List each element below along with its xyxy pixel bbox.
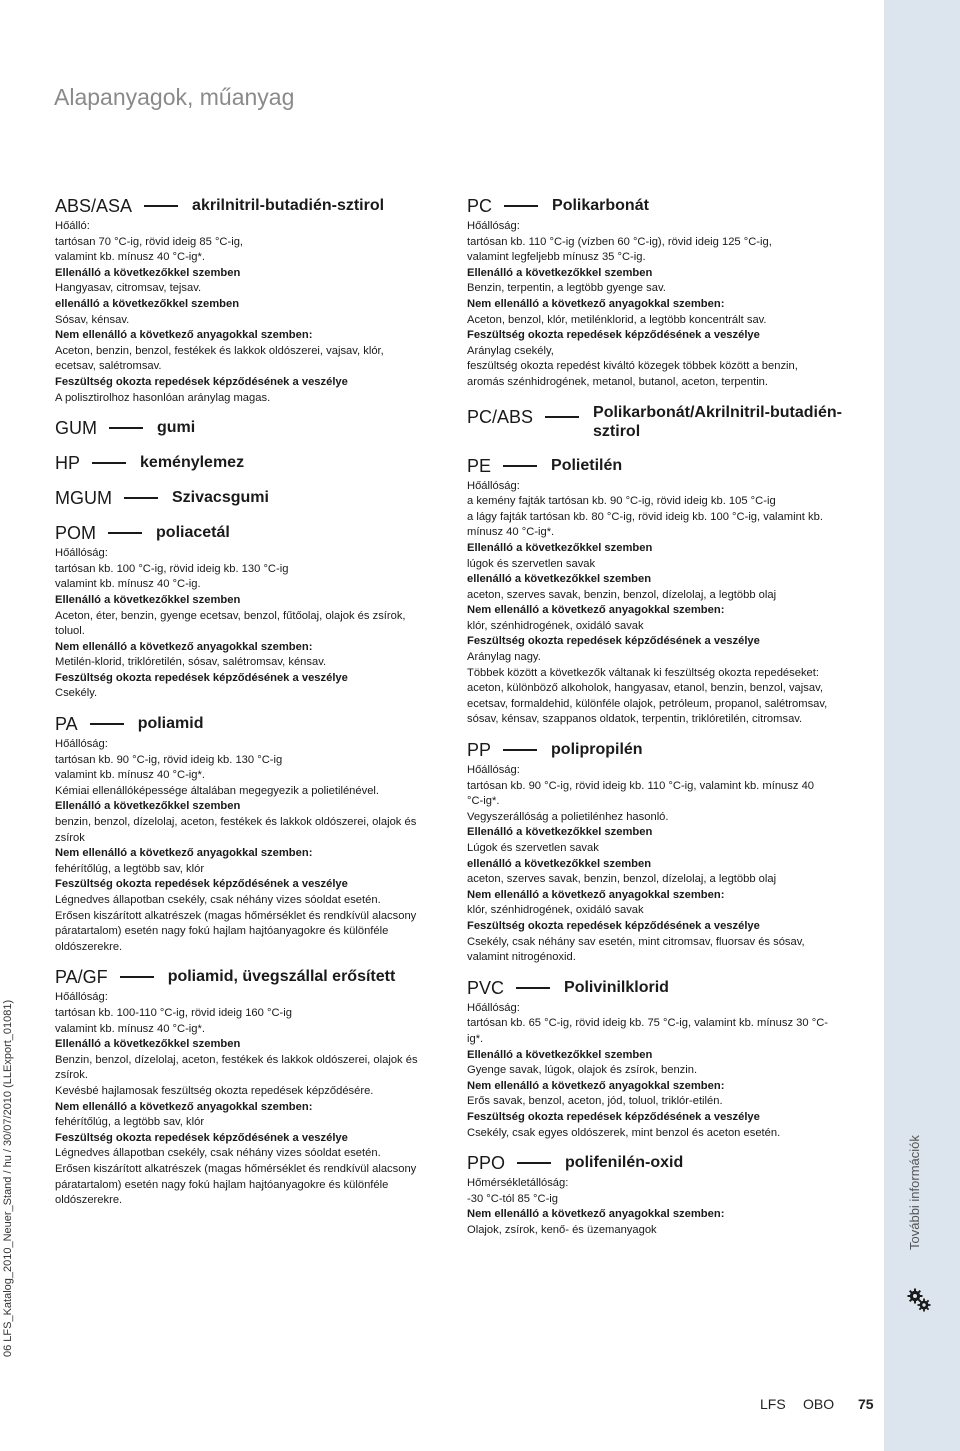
property-text: valamint kb. mínusz 40 °C-ig*. — [55, 251, 205, 264]
property-text: aceton, szerves savak, benzin, benzol, dízelolaj, a legtöbb olaj — [467, 873, 777, 886]
heading-dash — [503, 749, 537, 751]
heading-dash — [124, 497, 158, 499]
property-heading: ellenálló a következőkkel szemben — [467, 857, 652, 870]
property-heading: Ellenálló a következőkkel szemben — [55, 266, 241, 279]
property-text: tartósan kb. 90 °C-ig, rövid ideig kb. 110 °C-ig, valamint kb. mínusz 40 — [467, 779, 815, 792]
property-text: valamint kb. mínusz 40 °C-ig*. — [55, 769, 205, 782]
heading-dash — [504, 205, 538, 207]
property-text: °C-ig*. — [467, 795, 500, 808]
property-text: Hőállóság: — [55, 547, 108, 560]
property-heading: Feszültség okozta repedések képződésének a veszélye — [55, 671, 348, 684]
section-mgum — [55, 488, 447, 508]
property-text: Csekély, csak néhány sav esetén, mint citromsav, fluorsav és sósav, — [467, 935, 805, 948]
section-heading — [55, 488, 447, 508]
sidebar-label: További információk — [907, 1135, 922, 1250]
property-text: páratartalom) esetén nagy fokú hajlam hajtóanyagokre és különféle — [55, 925, 389, 938]
property-text: Csekély, csak egyes oldószerek, mint benzol és aceton esetén. — [467, 1126, 781, 1139]
property-text: zsírok — [55, 831, 85, 844]
left-column — [55, 196, 447, 1209]
property-heading: Nem ellenálló a következő anyagokkal szemben: — [467, 1079, 725, 1092]
property-text: Hőmérsékletállóság: — [467, 1177, 569, 1190]
material-name: polipropilén — [551, 741, 643, 759]
heading-dash — [545, 416, 579, 418]
section-gum — [55, 418, 447, 438]
property-heading: Nem ellenálló a következő anyagokkal szemben: — [467, 604, 725, 617]
heading-dash — [503, 465, 537, 467]
section-heading — [467, 403, 862, 441]
property-text: Aceton, éter, benzin, gyenge ecetsav, benzol, fűtőolaj, olajok és zsírok, — [55, 609, 406, 622]
property-text: Csekély. — [55, 687, 98, 700]
property-text: Aránylag nagy. — [467, 651, 541, 664]
property-heading: Feszültség okozta repedések képződésének a veszélye — [55, 878, 348, 891]
property-text: Hőállóság: — [467, 1001, 520, 1014]
property-heading: Ellenálló a következőkkel szemben — [55, 593, 241, 606]
material-name: Polikarbonát — [552, 197, 649, 214]
material-name — [593, 403, 842, 441]
property-text: sósav, kénsav, szappanos oldatok, terpentin, triklóretilén, citromsav. — [467, 713, 803, 726]
right-column — [467, 196, 862, 1238]
section-pp — [467, 740, 862, 966]
property-text: Kémiai ellenállóképessége általában megegyezik a polietilénével. — [55, 784, 380, 797]
vertical-footer: 06 LFS_Katalog_2010_Neuer_Stand / hu / 30/07/2010 (LLExport_01081) — [2, 999, 14, 1357]
material-name: akrilnitril-butadién-sztirol — [192, 197, 385, 214]
material-name: poliamid — [137, 715, 204, 733]
section-heading — [55, 714, 447, 734]
property-heading: Feszültség okozta repedések képződésének a veszélye — [467, 1110, 760, 1123]
material-name: polifenilén-oxid — [565, 1154, 684, 1172]
material-name-line1: Polikarbonát/Akrilnitril-butadién- — [593, 403, 842, 421]
property-text: a lágy fajták tartósan kb. 80 °C-ig, rövid ideig kb. 100 °C-ig, valamint kb. — [467, 510, 823, 523]
property-text: valamint nitrogénoxid. — [467, 951, 576, 964]
property-text: tartósan kb. 65 °C-ig, rövid ideig kb. 75 °C-ig, valamint kb. mínusz 30 °C- — [467, 1017, 829, 1030]
section-heading — [55, 523, 447, 543]
section-body — [467, 1176, 862, 1238]
section-hp — [55, 453, 447, 473]
property-heading: Nem ellenálló a következő anyagokkal szemben: — [55, 329, 313, 342]
material-code: PP — [467, 740, 492, 761]
material-code: PC — [467, 196, 493, 216]
property-text: Benzin, benzol, dízelolaj, aceton, festékek és lakkok oldószerei, olajok és — [55, 1053, 418, 1066]
section-pvc — [467, 978, 862, 1141]
property-text: Aceton, benzin, benzol, festékek és lakkok oldószerei, vajsav, klór, — [55, 344, 384, 357]
property-heading: Feszültség okozta repedések képződésének a veszélye — [467, 635, 760, 648]
property-text: Hőállóság: — [467, 764, 520, 777]
property-text: Hőállóság: — [467, 220, 520, 232]
property-heading: Ellenálló a következőkkel szemben — [467, 826, 653, 839]
property-text: Gyenge savak, lúgok, olajok és zsírok, benzin. — [467, 1064, 698, 1077]
property-heading: Ellenálló a következőkkel szemben — [467, 1048, 653, 1061]
section-heading — [467, 740, 862, 760]
property-text: klór, szénhidrogének, oxidáló savak — [467, 619, 644, 632]
section-heading — [55, 967, 447, 987]
section-pe — [467, 456, 862, 729]
property-heading: Nem ellenálló a következő anyagokkal szemben: — [55, 847, 313, 860]
property-text: -30 °C-tól 85 °C-ig — [467, 1192, 559, 1205]
property-text: a kemény fajták tartósan kb. 90 °C-ig, rövid ideig kb. 105 °C-ig — [467, 495, 776, 508]
material-code: PA — [55, 714, 78, 735]
property-text: mínusz 40 °C-ig*. — [467, 526, 555, 539]
property-text: Hőállóság: — [467, 479, 520, 492]
property-heading: Feszültség okozta repedések képződésének a veszélye — [55, 1131, 348, 1144]
page-number: 75 — [858, 1396, 874, 1412]
property-text: Többek között a következők váltanak ki feszültség okozta repedéseket: — [467, 666, 819, 679]
section-body — [55, 219, 447, 406]
property-text: Hőállóság: — [55, 738, 108, 751]
property-text: páratartalom) esetén nagy fokú hajlam hajtóanyagokre és különféle — [55, 1178, 389, 1191]
material-name-line2: sztirol — [593, 422, 641, 440]
material-name: Polivinilklorid — [564, 978, 669, 996]
material-name: gumi — [157, 419, 196, 437]
property-heading: Ellenálló a következőkkel szemben — [55, 800, 241, 813]
section-heading — [467, 456, 862, 476]
property-text: toluol. — [55, 625, 85, 638]
property-text: tartósan kb. 100 °C-ig, rövid ideig kb. 130 °C-ig — [55, 562, 289, 575]
section-body — [467, 1001, 862, 1141]
material-code: POM — [55, 523, 97, 544]
page-title: Alapanyagok, műanyag — [54, 84, 295, 110]
side-bar — [884, 0, 960, 1451]
property-text: Metilén-klorid, triklóretilén, sósav, salétromsav, kénsav. — [55, 656, 327, 669]
property-text: tartósan kb. 100-110 °C-ig, rövid ideig 160 °C-ig — [55, 1006, 292, 1019]
section-heading — [55, 453, 447, 473]
property-text: ecetsav, salétromsav. — [55, 360, 162, 373]
material-name: Szivacsgumi — [172, 489, 269, 507]
section-body — [55, 546, 447, 702]
section-pa — [55, 714, 447, 955]
property-heading: Nem ellenálló a következő anyagokkal szemben: — [467, 1208, 725, 1221]
section-heading — [55, 196, 447, 216]
material-code: PE — [467, 455, 492, 476]
property-heading: Nem ellenálló a következő anyagokkal szemben: — [467, 888, 725, 901]
property-text: Hőálló: — [55, 220, 90, 232]
property-text: tartósan 70 °C-ig, rövid ideig 85 °C-ig, — [55, 235, 244, 248]
material-code: PA/GF — [55, 967, 108, 988]
property-text: fehérítőlúg, a legtöbb sav, klór — [55, 1116, 205, 1129]
section-abs — [55, 196, 447, 406]
property-text: lúgok és szervetlen savak — [467, 557, 596, 570]
section-body — [467, 763, 862, 966]
property-text: aromás szénhidrogének, metanol, butanol, aceton, terpentin. — [467, 375, 769, 388]
property-text: Benzin, terpentin, a legtöbb gyenge sav. — [467, 282, 666, 295]
heading-dash — [120, 976, 154, 978]
property-text: oldószerekre. — [55, 940, 123, 953]
heading-dash — [144, 205, 178, 207]
material-name: Polietilén — [551, 456, 623, 474]
property-text: tartósan kb. 110 °C-ig (vízben 60 °C-ig), rövid ideig 125 °C-ig, — [467, 235, 772, 248]
property-heading: Nem ellenálló a következő anyagokkal szemben: — [55, 1100, 313, 1113]
section-pagf — [55, 967, 447, 1208]
material-name: poliacetál — [156, 524, 230, 542]
property-text: Erősen kiszárított alkatrészek (magas hőmérséklet és rendkívül alacsony — [55, 909, 417, 922]
section-body — [55, 737, 447, 955]
property-heading: Ellenálló a következőkkel szemben — [467, 541, 653, 554]
property-text: aceton, különböző alkoholok, hangyasav, etanol, benzin, benzol, vajsav, — [467, 682, 823, 695]
property-text: Aceton, benzol, klór, metilénklorid, a legtöbb koncentrált sav. — [467, 313, 767, 326]
material-code: HP — [55, 453, 81, 474]
section-heading — [467, 1153, 862, 1173]
footer-brand-obo: OBO — [803, 1396, 835, 1412]
property-text: valamint kb. mínusz 40 °C-ig. — [55, 578, 201, 591]
material-code: PC/ABS — [467, 406, 534, 427]
property-text: Vegyszerállóság a polietilénhez hasonló. — [467, 810, 669, 823]
property-text: Olajok, zsírok, kenő- és üzemanyagok — [467, 1223, 657, 1236]
property-text: ecetsav, formaldehid, különféle olajok, petróleum, propanol, salétromsav, — [467, 697, 828, 710]
section-body — [467, 219, 862, 391]
section-pcabs — [467, 403, 862, 441]
property-heading: Feszültség okozta repedések képződésének a veszélye — [467, 329, 760, 342]
section-heading — [55, 418, 447, 438]
section-pom — [55, 523, 447, 702]
property-heading: Ellenálló a következőkkel szemben — [467, 266, 653, 279]
heading-dash — [109, 427, 143, 429]
section-pc — [467, 196, 862, 391]
heading-dash — [516, 987, 550, 989]
property-text: zsírok. — [55, 1069, 88, 1082]
section-heading — [467, 978, 862, 998]
property-text: Erős savak, benzol, aceton, jód, toluol, triklór-etilén. — [467, 1095, 723, 1108]
property-text: feszültség okozta repedést kiváltó közegek többek között a benzin, — [467, 360, 798, 373]
property-text: valamint legfeljebb mínusz 35 °C-ig. — [467, 251, 646, 264]
property-text: Lúgok és szervetlen savak — [467, 842, 599, 854]
property-text: fehérítőlúg, a legtöbb sav, klór — [55, 862, 205, 875]
property-text: tartósan kb. 90 °C-ig, rövid ideig kb. 130 °C-ig — [55, 753, 283, 766]
footer-brand-lfs: LFS — [760, 1396, 786, 1412]
gears-icon — [906, 1287, 932, 1313]
property-heading: ellenálló a következőkkel szemben — [55, 297, 240, 310]
material-name: poliamid, üvegszállal erősített — [167, 968, 396, 986]
property-text: Hőállóság: — [55, 991, 108, 1004]
property-text: Kevésbé hajlamosak feszültség okozta repedések képződésére. — [55, 1084, 374, 1097]
heading-dash — [108, 532, 142, 534]
property-heading: Feszültség okozta repedések képződésének a veszélye — [55, 375, 348, 388]
material-name: keménylemez — [140, 454, 245, 472]
property-text: oldószerekre. — [55, 1194, 123, 1207]
property-text: Aránylag csekély, — [467, 344, 554, 357]
property-heading: Feszültség okozta repedések képződésének a veszélye — [467, 919, 760, 932]
property-heading: Nem ellenálló a következő anyagokkal szemben: — [467, 297, 725, 310]
section-body — [55, 990, 447, 1208]
property-text: aceton, szerves savak, benzin, benzol, dízelolaj, a legtöbb olaj — [467, 588, 777, 601]
material-code: PVC — [467, 977, 505, 998]
property-text: Légnedves állapotban csekély, csak néhány vizes sóoldat esetén. — [55, 1147, 381, 1160]
material-code: PPO — [467, 1153, 506, 1174]
property-text: Erősen kiszárított alkatrészek (magas hőmérséklet és rendkívül alacsony — [55, 1162, 417, 1175]
property-text: A polisztirolhoz hasonlóan aránylag magas. — [55, 391, 271, 404]
section-heading — [467, 196, 862, 216]
section-body — [467, 479, 862, 729]
property-text: Hangyasav, citromsav, tejsav. — [55, 282, 202, 295]
property-heading: Nem ellenálló a következő anyagokkal szemben: — [55, 640, 313, 653]
property-text: ig*. — [467, 1032, 484, 1045]
property-text: benzin, benzol, dízelolaj, aceton, festékek és lakkok oldószerei, olajok és — [55, 816, 417, 829]
heading-dash — [92, 462, 126, 464]
heading-dash — [90, 723, 124, 725]
section-ppo — [467, 1153, 862, 1238]
heading-dash — [517, 1162, 551, 1164]
property-text: Sósav, kénsav. — [55, 313, 130, 326]
material-code: MGUM — [55, 488, 112, 509]
property-text: valamint kb. mínusz 40 °C-ig*. — [55, 1022, 205, 1035]
material-code: ABS/ASA — [55, 196, 133, 216]
material-code: GUM — [55, 418, 97, 439]
property-heading: ellenálló a következőkkel szemben — [467, 573, 652, 586]
property-text: klór, szénhidrogének, oxidáló savak — [467, 904, 644, 917]
property-heading: Ellenálló a következőkkel szemben — [55, 1038, 241, 1051]
property-text: Légnedves állapotban csekély, csak néhány vizes sóoldat esetén. — [55, 894, 381, 906]
